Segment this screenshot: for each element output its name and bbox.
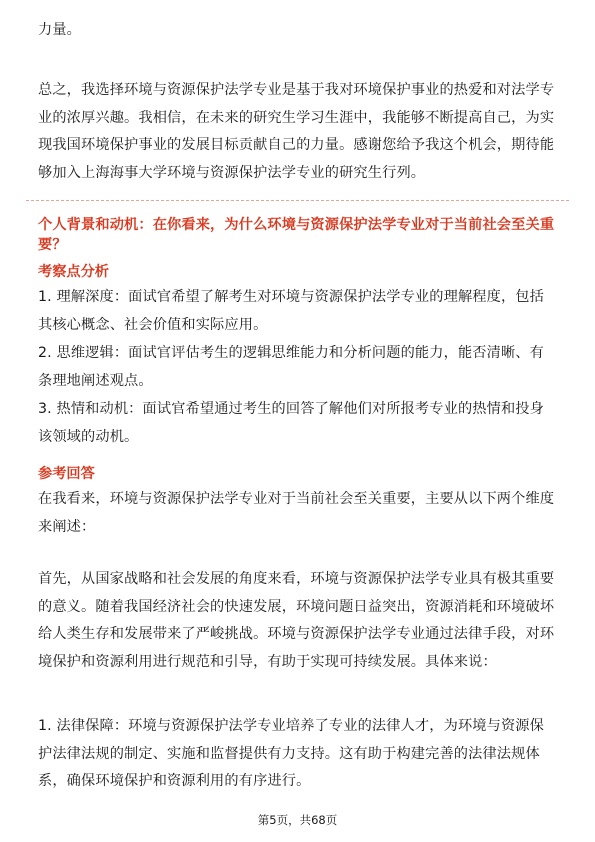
section-divider [26,200,569,201]
page-number-footer: 第5页，共68页 [257,813,338,827]
answer-heading: 参考回答 [38,466,95,482]
analysis-heading: 考察点分析 [38,264,109,280]
answer-paragraph-legal: 1. 法律保障：环境与资源保护法学专业培养了专业的法律人才，为环境与资源保护法律法规的制定、实施和监督提供有力支持。这有助于构建完善的法律法规体系，确保环境保护和资源利用的有序进行。 [38,718,544,789]
conclusion-paragraph: 总之，我选择环境与资源保护法学专业是基于我对环境保护事业的热爱和对法学专业的浓厚兴趣。我相信，在未来的研究生学习生涯中，我能够不断提高自己，为实现我国环境保护事业的发展目标贡献自己的力量。感谢您给予我这个机会，期待能够加入上海海事大学环境与资源保护法学专业的研究生行列。 [38,82,555,181]
analysis-item-2: 2. 思维逻辑：面试官评估考生的逻辑思维能力和分析问题的能力，能否清晰、有条理地阐述观点。 [38,345,544,389]
previous-paragraph-tail: 力量。 [38,22,82,38]
analysis-item-3: 3. 热情和动机：面试官希望通过考生的回答了解他们对所报考专业的热情和投身该领域的动机。 [38,401,544,445]
answer-paragraph-intro: 在我看来，环境与资源保护法学专业对于当前社会至关重要，主要从以下两个维度来阐述： [38,491,555,535]
analysis-item-1: 1. 理解深度：面试官希望了解考生对环境与资源保护法学专业的理解程度，包括其核心概念、社会价值和实际应用。 [38,289,544,333]
question-title: 个人背景和动机：在你看来，为什么环境与资源保护法学专业对于当前社会至关重要？ [38,217,555,253]
answer-paragraph-first: 首先，从国家战略和社会发展的角度来看，环境与资源保护法学专业具有极其重要的意义。随着我国经济社会的快速发展，环境问题日益突出，资源消耗和环境破坏给人类生存和发展带来了严峻挑战。环境与资源保护法学专业通过法律手段，对环境保护和资源利用进行规范和引导，有助于实现可持续发展。具体来说： [38,571,555,670]
